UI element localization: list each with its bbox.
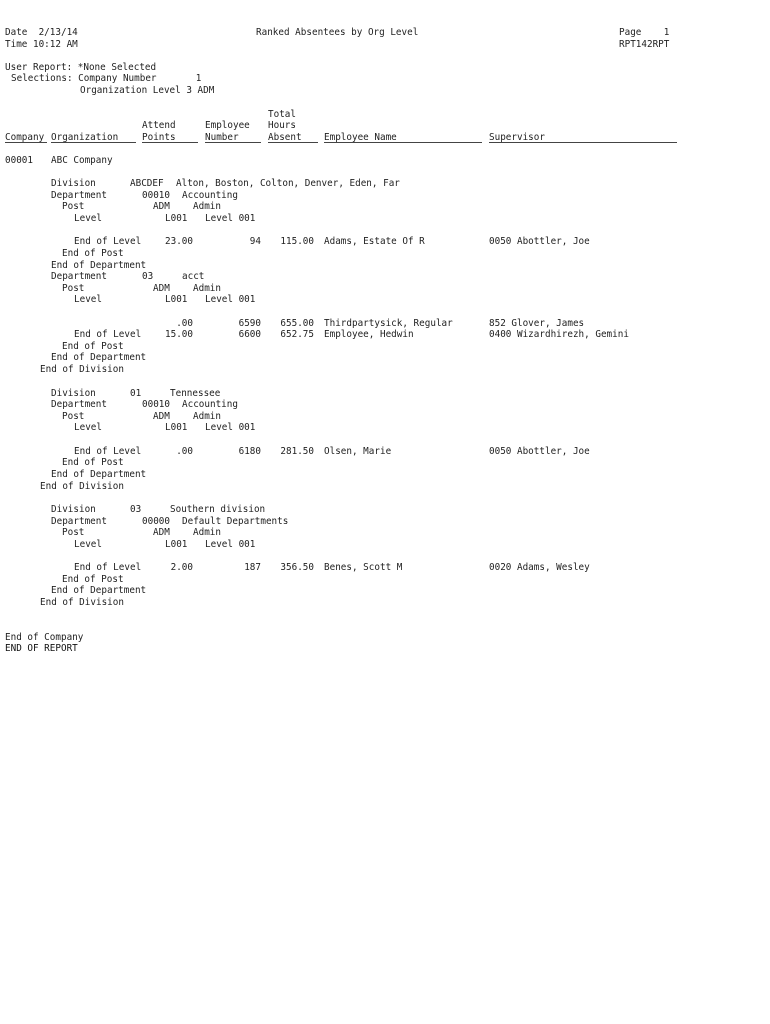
employee-name: Adams, Estate Of R <box>324 236 425 247</box>
end-of-post: End of Post <box>62 574 124 585</box>
employee-name: Benes, Scott M <box>324 562 403 573</box>
col-organization: Organization <box>51 132 119 143</box>
col-points: Points <box>142 132 176 143</box>
level-label: Level <box>74 294 102 305</box>
employee-number: 94 <box>249 236 261 247</box>
division-label: Division <box>51 178 96 189</box>
underline-employee-name <box>324 142 482 143</box>
level-code: L001 <box>165 213 188 224</box>
level-code: L001 <box>165 422 188 433</box>
division-name: Southern division <box>170 504 266 515</box>
post-name: Admin <box>193 283 221 294</box>
post-code: ADM <box>153 527 170 538</box>
hours-absent: 115.00 <box>280 236 314 247</box>
report-id: RPT142RPT <box>619 39 670 50</box>
department-code: 03 <box>142 271 154 282</box>
employee-number: 6590 <box>238 318 261 329</box>
end-of-company: End of Company <box>5 632 84 643</box>
supervisor-name: 0050 Abottler, Joe <box>489 236 590 247</box>
page-number: Page 1 <box>619 27 670 38</box>
underline-supervisor <box>489 142 677 143</box>
underline-organization <box>51 142 136 143</box>
user-report: User Report: *None Selected <box>5 62 157 73</box>
department-name: Accounting <box>182 190 238 201</box>
underline-number <box>205 142 261 143</box>
end-of-level: End of Level <box>74 446 142 457</box>
division-code: 03 <box>130 504 142 515</box>
department-name: Default Departments <box>182 516 289 527</box>
level-name: Level 001 <box>205 294 256 305</box>
underline-company <box>5 142 47 143</box>
employee-number: 187 <box>244 562 261 573</box>
department-label: Department <box>51 190 107 201</box>
department-code: 00010 <box>142 190 170 201</box>
department-name: acct <box>182 271 205 282</box>
employee-name: Employee, Hedwin <box>324 329 414 340</box>
col-company: Company <box>5 132 45 143</box>
post-label: Post <box>62 527 85 538</box>
attend-points: .00 <box>176 446 193 457</box>
employee-name: Thirdpartysick, Regular <box>324 318 453 329</box>
underline-absent <box>268 142 318 143</box>
post-code: ADM <box>153 283 170 294</box>
hours-absent: 281.50 <box>280 446 314 457</box>
supervisor-name: 0400 Wizardhirezh, Gemini <box>489 329 629 340</box>
supervisor-name: 0020 Adams, Wesley <box>489 562 590 573</box>
col-number: Number <box>205 132 239 143</box>
end-of-division: End of Division <box>40 481 124 492</box>
end-of-level: End of Level <box>74 329 142 340</box>
employee-number: 6600 <box>238 329 261 340</box>
col-absent: Absent <box>268 132 302 143</box>
col-total: Total <box>268 109 296 120</box>
division-label: Division <box>51 388 96 399</box>
end-of-post: End of Post <box>62 457 124 468</box>
attend-points: 2.00 <box>170 562 193 573</box>
hours-absent: 356.50 <box>280 562 314 573</box>
division-code: ABCDEF <box>130 178 164 189</box>
division-name: Tennessee <box>170 388 221 399</box>
end-of-department: End of Department <box>51 469 147 480</box>
supervisor-name: 852 Glover, James <box>489 318 585 329</box>
level-name: Level 001 <box>205 422 256 433</box>
post-label: Post <box>62 411 85 422</box>
end-of-level: End of Level <box>74 236 142 247</box>
level-label: Level <box>74 539 102 550</box>
level-code: L001 <box>165 539 188 550</box>
hours-absent: 652.75 <box>280 329 314 340</box>
end-of-report: END OF REPORT <box>5 643 78 654</box>
hours-absent: 655.00 <box>280 318 314 329</box>
department-code: 00000 <box>142 516 170 527</box>
attend-points: 15.00 <box>165 329 193 340</box>
attend-points: .00 <box>176 318 193 329</box>
level-name: Level 001 <box>205 213 256 224</box>
col-employee: Employee <box>205 120 250 131</box>
col-employee-name: Employee Name <box>324 132 397 143</box>
end-of-department: End of Department <box>51 260 147 271</box>
department-label: Department <box>51 271 107 282</box>
department-label: Department <box>51 399 107 410</box>
company-code: 00001 <box>5 155 33 166</box>
col-hours: Hours <box>268 120 296 131</box>
level-label: Level <box>74 422 102 433</box>
end-of-department: End of Department <box>51 352 147 363</box>
level-code: L001 <box>165 294 188 305</box>
level-label: Level <box>74 213 102 224</box>
post-code: ADM <box>153 411 170 422</box>
post-name: Admin <box>193 201 221 212</box>
department-name: Accounting <box>182 399 238 410</box>
division-code: 01 <box>130 388 142 399</box>
col-attend: Attend <box>142 120 176 131</box>
report-date: Date 2/13/14 <box>5 27 78 38</box>
end-of-division: End of Division <box>40 364 124 375</box>
employee-name: Olsen, Marie <box>324 446 392 457</box>
end-of-level: End of Level <box>74 562 142 573</box>
selection-company: Selections: Company Number 1 <box>11 73 202 84</box>
company-name: ABC Company <box>51 155 113 166</box>
report-time: Time 10:12 AM <box>5 39 78 50</box>
report-title: Ranked Absentees by Org Level <box>256 27 419 38</box>
division-name: Alton, Boston, Colton, Denver, Eden, Far <box>176 178 400 189</box>
department-code: 00010 <box>142 399 170 410</box>
post-name: Admin <box>193 527 221 538</box>
post-code: ADM <box>153 201 170 212</box>
end-of-post: End of Post <box>62 248 124 259</box>
underline-points <box>142 142 198 143</box>
level-name: Level 001 <box>205 539 256 550</box>
post-name: Admin <box>193 411 221 422</box>
end-of-post: End of Post <box>62 341 124 352</box>
end-of-department: End of Department <box>51 585 147 596</box>
department-label: Department <box>51 516 107 527</box>
employee-number: 6180 <box>238 446 261 457</box>
division-label: Division <box>51 504 96 515</box>
supervisor-name: 0050 Abottler, Joe <box>489 446 590 457</box>
attend-points: 23.00 <box>165 236 193 247</box>
col-supervisor: Supervisor <box>489 132 545 143</box>
end-of-division: End of Division <box>40 597 124 608</box>
post-label: Post <box>62 201 85 212</box>
selection-org-level: Organization Level 3 ADM <box>80 85 215 96</box>
post-label: Post <box>62 283 85 294</box>
